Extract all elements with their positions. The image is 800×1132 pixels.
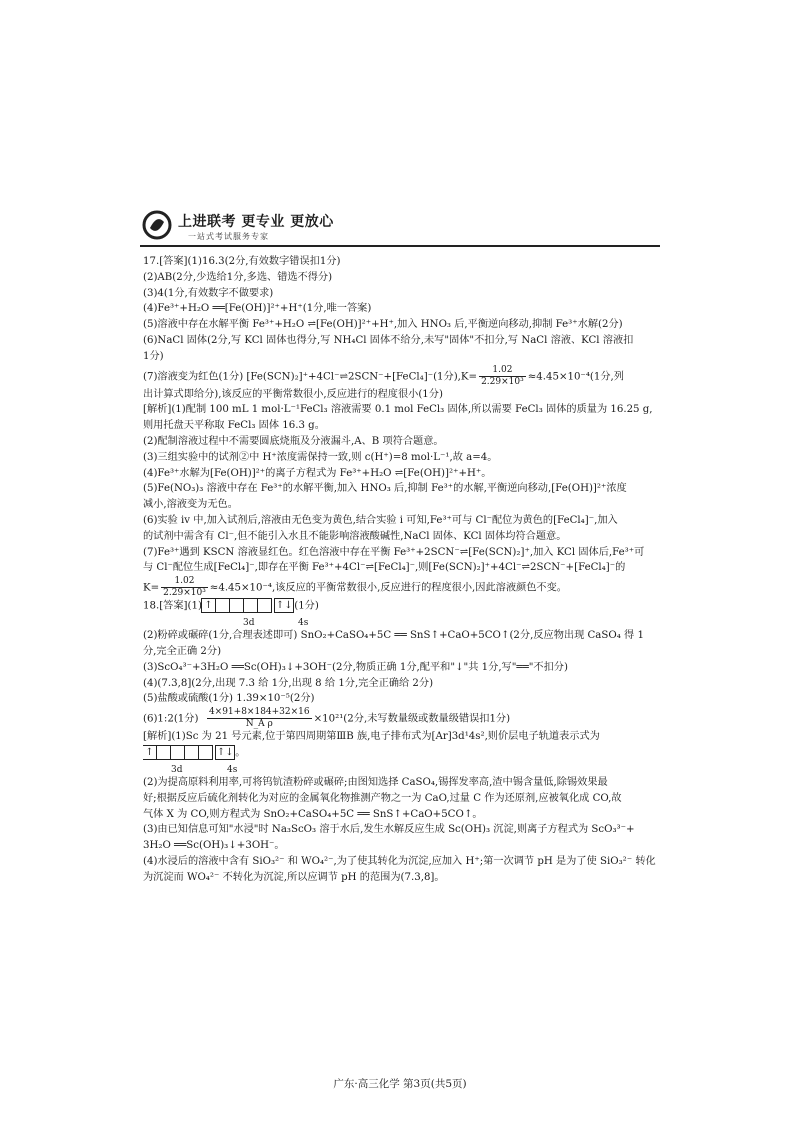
orbital-label-4s: 4s <box>298 618 309 629</box>
answer-content <box>143 254 663 886</box>
orbital-label-4s: 4s <box>227 764 238 775</box>
page-header <box>140 208 660 248</box>
text-line: (2)粉碎或碾碎(1分,合理表述即可) SnO₂+CaSO₄+5C ══ SnS↑+CaO+5CO↑(2分,反应物出现 CaSO₄ 得 1 <box>143 630 644 642</box>
text-line: 减小,溶液变为无色。 <box>143 499 238 511</box>
density-formula-line <box>143 707 663 729</box>
text-line: 3H₂O ══Sc(OH)₃↓+3OH⁻。 <box>143 840 285 852</box>
orbital-label-3d: 3d <box>243 618 255 629</box>
text-line: (2)配制溶液过程中不需要圆底烧瓶及分液漏斗,A、B 项符合题意。 <box>143 435 444 447</box>
orbital-diagram-explanation <box>143 745 663 775</box>
text-line: [解析](1)Sc 为 21 号元素,位于第四周期第ⅢB 族,电子排布式为[Ar]3d¹4s²,则价层电子轨道表示式为 <box>143 731 600 743</box>
text-line: (4)水浸后的溶液中含有 SiO₃²⁻ 和 WO₄²⁻,为了使其转化为沉淀,应加入 H⁺;第一次调节 pH 是为了使 SiO₃²⁻ 转化 <box>143 855 656 867</box>
text-line: (4)Fe³⁺水解为[Fe(OH)]²⁺的离子方程式为 Fe³⁺+H₂O ⇌[Fe(OH)]²⁺+H⁺。 <box>143 467 492 479</box>
text-line: (4)Fe³⁺+H₂O ══[Fe(OH)]²⁺+H⁺(1分,唯一答案) <box>143 303 372 315</box>
orbital-box-4s: ↑↓ <box>216 746 234 758</box>
text-segment: ≈4.45×10⁻⁴,该反应的平衡常数很小,反应进行的程度很小,因此溶液颜色不变。 <box>209 582 567 594</box>
header-divider <box>140 245 660 247</box>
text-line: (7)Fe³⁺遇到 KSCN 溶液显红色。红色溶液中存在平衡 Fe³⁺+2SCN⁻⇌[Fe(SCN)₂]⁺,加入 KCl 固体后,Fe³⁺可 <box>143 546 645 558</box>
orbital-label-3d: 3d <box>171 764 183 775</box>
text-line: [解析](1)配制 100 mL 1 mol·L⁻¹FeCl₃ 溶液需要 0.1 mol FeCl₃ 固体,所以需要 FeCl₃ 固体的质量为 16.25 g, <box>143 404 653 416</box>
fraction-denominator: N_A ρ <box>245 719 273 730</box>
fraction <box>161 576 208 598</box>
text-line: 与 Cl⁻配位生成[FeCl₄]⁻,即存在平衡 Fe³⁺+4Cl⁻⇌[FeCl₄]⁻,则[Fe(SCN)₂]⁺+4Cl⁻⇌2SCN⁻+[FeCl₄]⁻的 <box>143 562 626 574</box>
orbital-box-3d: ↑ <box>201 598 216 613</box>
orbital-diagram-answer <box>143 598 663 628</box>
text-line: 好;根据反应后硫化剂转化为对应的金属氧化物推测产物之一为 CaO,过量 C 作为还原剂,应被氧化成 CO,故 <box>143 792 622 804</box>
text-segment: ≈4.45×10⁻⁴(1分,列 <box>527 371 624 383</box>
fraction-denominator: 2.29×10³ <box>481 376 524 387</box>
orbital-box-3d <box>215 598 230 613</box>
fraction-numerator: 4×91+8×184+32×16 <box>208 707 310 718</box>
text-line: (4)(7.3,8](2分,出现 7.3 给 1分,出现 8 给 1分,完全正确给 2分) <box>143 677 434 689</box>
text-line: (3)三组实验中的试剂②中 H⁺浓度需保持一致,则 c(H⁺)=8 mol·L⁻¹,故 a=4。 <box>143 451 498 463</box>
text-line: (2)为提高原料利用率,可将钨钪渣粉碎或碾碎;由图知选择 CaSO₄,锡挥发率高,渣中锡含量低,除锡效果最 <box>143 776 608 788</box>
text-line: (6)实验 iv 中,加入试剂后,溶液由无色变为黄色,结合实验 i 可知,Fe³⁺可与 Cl⁻配位为黄色的[FeCl₄]⁻,加入 <box>143 514 618 526</box>
text-line: 为沉淀而 WO₄²⁻ 不转化为沉淀,所以应调节 pH 的范围为(7.3,8]。 <box>143 871 445 883</box>
text-segment: ×10²¹(2分,未写数量级或数量级错误扣1分) <box>313 713 511 725</box>
orbital-box-4s: ↑↓ <box>275 600 293 612</box>
orbital-box-3d <box>184 745 199 760</box>
orbital-box-3d <box>198 745 213 760</box>
orbital-box-3d <box>243 598 258 613</box>
text-line: (2)AB(2分,少选给1分,多选、错选不得分) <box>143 271 333 283</box>
equilibrium-constant-line <box>143 576 663 598</box>
text-segment: (7)溶液变为红色(1分) [Fe(SCN)₂]⁺+4Cl⁻⇌2SCN⁻+[FeCl₄]⁻(1分),K= <box>143 371 478 383</box>
text-line: 气体 X 为 CO,则方程式为 SnO₂+CaSO₄+5C ══ SnS↑+CaO+5CO↑。 <box>143 808 483 820</box>
text-line: 1分) <box>143 350 164 362</box>
text-segment: (6)1:2(1分) <box>143 713 199 725</box>
text-line: (3)ScO₄³⁻+3H₂O ══Sc(OH)₃↓+3OH⁻(2分,物质正确 1分,配平和"↓"共 1分,写"══"不扣分) <box>143 661 568 673</box>
text-line: 的试剂中需含有 Cl⁻,但不能引入水且不能影响溶液酸碱性,NaCl 固体、KCl 固体均符合题意。 <box>143 530 567 542</box>
orbital-box-3d <box>156 745 171 760</box>
brand-name: 上进联考 更专业 更放心 <box>178 214 334 230</box>
text-line: (5)溶液中存在水解平衡 Fe³⁺+H₂O ⇌[Fe(OH)]²⁺+H⁺,加入 HNO₃ 后,平衡逆向移动,抑制 Fe³⁺水解(2分) <box>143 319 623 331</box>
fraction-numerator: 1.02 <box>479 365 526 377</box>
fraction-numerator: 1.02 <box>161 576 208 588</box>
text-line: (5)盐酸或硫酸(1分) 1.39×10⁻⁵(2分) <box>143 693 315 705</box>
text-line: (3)4(1分,有效数字不做要求) <box>143 287 274 299</box>
orbital-box-3d <box>170 745 185 760</box>
orbital-box-3d <box>229 598 244 613</box>
fraction <box>479 365 526 387</box>
text-line: 分,完全正确 2分) <box>143 645 222 657</box>
text-segment: K= <box>143 582 160 594</box>
brand-tagline: 一站式考试服务专家 <box>188 232 269 241</box>
text-line: (6)NaCl 固体(2分,写 KCl 固体也得分,写 NH₄Cl 固体不给分,未写"固体"不扣分,写 NaCl 溶液、KCl 溶液扣 <box>143 334 634 346</box>
text-line: 出计算式即给分),该反应的平衡常数很小,反应进行的程度很小(1分) <box>143 388 443 400</box>
text-line: (5)Fe(NO₃)₃ 溶液中存在 Fe³⁺的水解平衡,加入 HNO₃ 后,抑制 Fe³⁺的水解,平衡逆向移动,[Fe(OH)]²⁺浓度 <box>143 483 627 495</box>
equilibrium-constant-line <box>143 365 663 387</box>
page-footer: 广东·高三化学 第3页(共5页) <box>333 1078 467 1090</box>
orbital-box-3d <box>257 598 272 613</box>
text-segment: 。 <box>235 747 246 759</box>
text-segment: (1分) <box>294 600 319 612</box>
text-line: 17.[答案](1)16.3(2分,有效数字错误扣1分) <box>143 256 341 267</box>
fraction <box>207 707 312 729</box>
text-line: (3)由已知信息可知"水浸"时 Na₃ScO₃ 溶于水后,发生水解反应生成 Sc(OH)₃ 沉淀,则离子方程式为 ScO₃³⁻+ <box>143 824 635 836</box>
question-label: 18.[答案](1) <box>143 600 202 612</box>
text-line: 则用托盘天平称取 FeCl₃ 固体 16.3 g。 <box>143 420 325 432</box>
orbital-box-3d: ↑ <box>143 745 157 760</box>
fraction-denominator: 2.29×10³ <box>163 588 206 599</box>
brand-logo-icon <box>142 210 172 240</box>
